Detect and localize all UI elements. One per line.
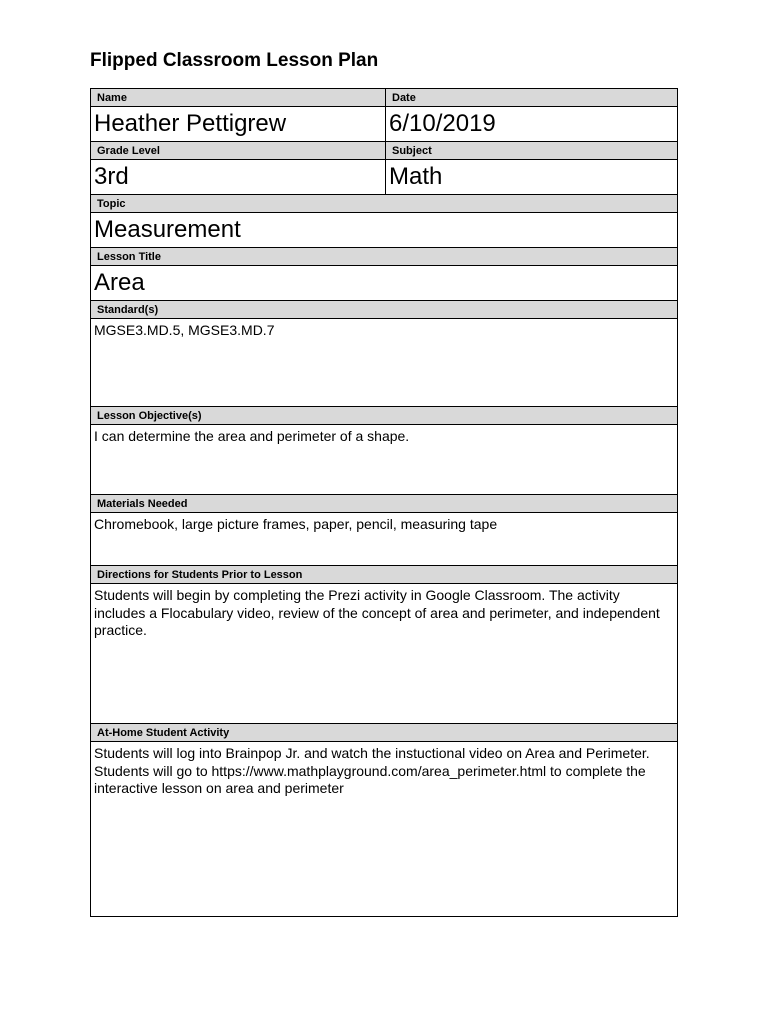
topic-value: Measurement xyxy=(91,213,678,248)
at-home-activity-value xyxy=(91,742,678,917)
standards-label: Standard(s) xyxy=(91,301,678,319)
materials-needed-label: Materials Needed xyxy=(91,495,678,513)
materials-needed-value: Chromebook, large picture frames, paper, pencil, measuring tape xyxy=(91,513,678,566)
lesson-title-value: Area xyxy=(91,266,678,301)
date-label: Date xyxy=(386,89,678,107)
subject-value: Math xyxy=(386,160,678,195)
document-title: Flipped Classroom Lesson Plan xyxy=(90,50,379,71)
directions-value: Students will begin by completing the Prezi activity in Google Classroom. The activity includes a Flocabulary video, review of the concept of area and perimeter, and independent practice. xyxy=(91,584,678,724)
name-value: Heather Pettigrew xyxy=(91,107,386,142)
name-date-value-row xyxy=(91,107,678,142)
at-home-activity-line: Students will log into Brainpop Jr. and watch the instuctional video on Area and Perimeter. xyxy=(94,745,650,761)
topic-label: Topic xyxy=(91,195,678,213)
lesson-title-label: Lesson Title xyxy=(91,248,678,266)
at-home-activity-line: Students will go to https://www.mathplayground.com/area_perimeter.html to complete the interactive lesson on area and perimeter xyxy=(94,762,646,796)
directions-label: Directions for Students Prior to Lesson xyxy=(91,566,678,584)
grade-subject-value-row xyxy=(91,160,678,195)
grade-level-value: 3rd xyxy=(91,160,386,195)
grade-level-label: Grade Level xyxy=(91,142,386,160)
standards-value: MGSE3.MD.5, MGSE3.MD.7 xyxy=(91,319,678,407)
name-date-label-row xyxy=(91,89,678,107)
lesson-objectives-value: I can determine the area and perimeter of a shape. xyxy=(91,425,678,495)
subject-label: Subject xyxy=(386,142,678,160)
at-home-activity-label: At-Home Student Activity xyxy=(91,724,678,742)
lesson-plan-form xyxy=(90,88,678,917)
date-value: 6/10/2019 xyxy=(386,107,678,142)
name-label: Name xyxy=(91,89,386,107)
grade-subject-label-row xyxy=(91,142,678,160)
lesson-objectives-label: Lesson Objective(s) xyxy=(91,407,678,425)
